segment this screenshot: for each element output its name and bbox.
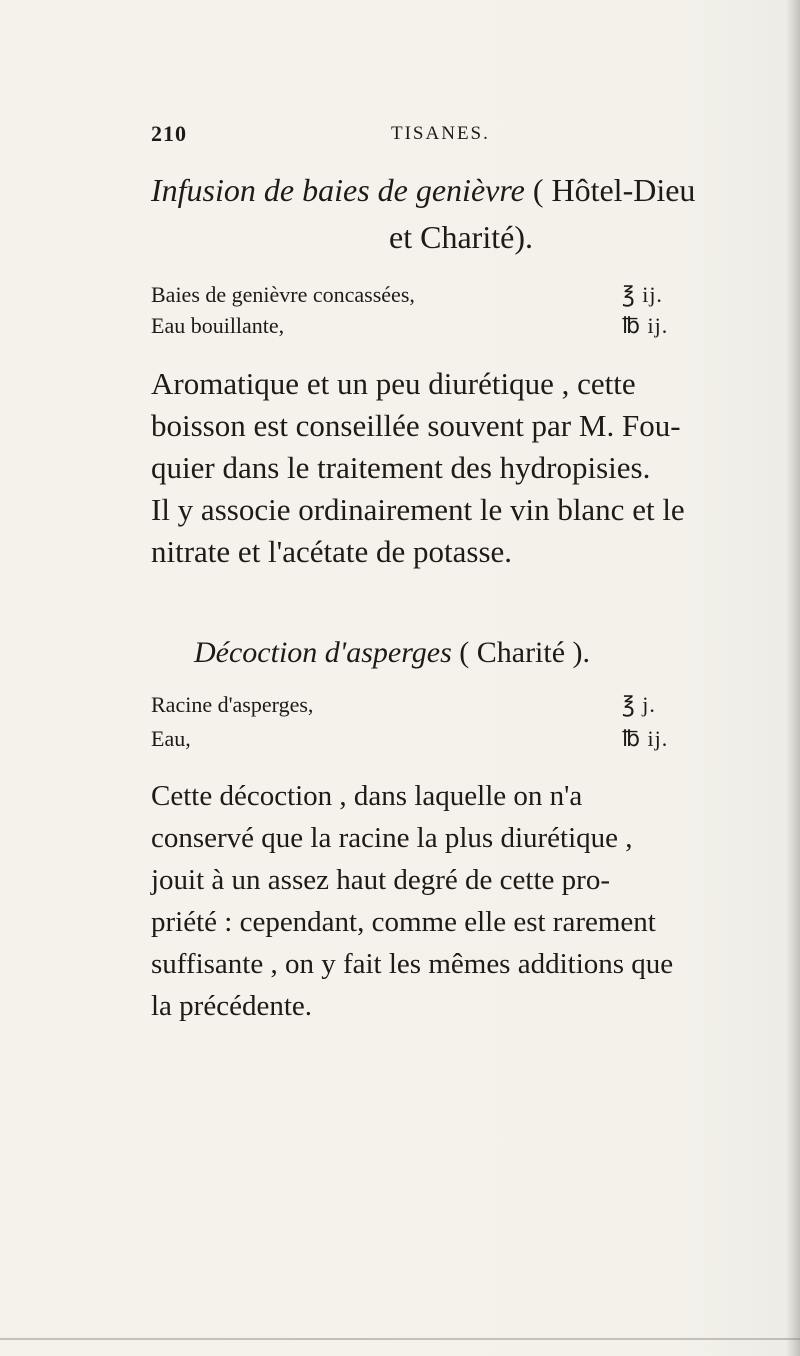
paragraph-line: quier dans le traitement des hydropisies.: [151, 450, 651, 485]
page-header: [0, 121, 800, 151]
paragraph-line: Il y associe ordinairement le vin blanc et le: [151, 492, 685, 527]
paragraph-line: suffisante , on y fait les mêmes additions que: [151, 948, 674, 980]
section-title-infusion: [151, 170, 771, 210]
section-title-infusion-italic: Infusion de baies de genièvre: [151, 172, 525, 208]
paragraph-line: Cette décoction , dans laquelle on n'a: [151, 780, 583, 812]
paragraph-line: nitrate et l'acétate de potasse.: [151, 534, 513, 569]
section-title-decoction-source: ( Charité ).: [451, 636, 591, 669]
ingredient-quantity: ℥ ij.: [622, 282, 663, 307]
paragraph-line: la précédente.: [151, 990, 313, 1022]
paragraph-infusion: [151, 364, 771, 584]
page-number: 210: [151, 121, 187, 146]
section-title-decoction-italic: Décoction d'asperges: [194, 636, 452, 669]
running-head: TISANES.: [391, 123, 490, 144]
ingredient-quantity: ℥ j.: [622, 692, 656, 717]
page-edge-shadow: [786, 0, 800, 1356]
page-bottom-rule: [0, 1338, 800, 1340]
paragraph-line: jouit à un assez haut degré de cette pro-: [151, 864, 610, 896]
ingredient-quantity: ℔ ij.: [622, 726, 669, 751]
ingredient-name: Racine d'asperges,: [151, 692, 314, 717]
paragraph-line: boisson est conseillée souvent par M. Fou-: [151, 408, 681, 443]
paragraph-line: Aromatique et un peu diurétique , cette: [151, 366, 636, 401]
paragraph-line: conservé que la racine la plus diurétique ,: [151, 822, 633, 854]
section-title-decoction: [194, 633, 590, 673]
ingredient-name: Eau,: [151, 726, 191, 751]
paragraph-decoction: [151, 776, 771, 1046]
section-title-infusion-line-2: et Charité).: [389, 219, 533, 255]
ingredient-quantity: ℔ ij.: [622, 313, 669, 338]
paragraph-line: priété : cependant, comme elle est rarement: [151, 906, 656, 938]
ingredient-name: Baies de genièvre concassées,: [151, 282, 415, 307]
ingredient-name: Eau bouillante,: [151, 313, 285, 338]
section-title-infusion-source: ( Hôtel-Dieu: [524, 172, 696, 208]
